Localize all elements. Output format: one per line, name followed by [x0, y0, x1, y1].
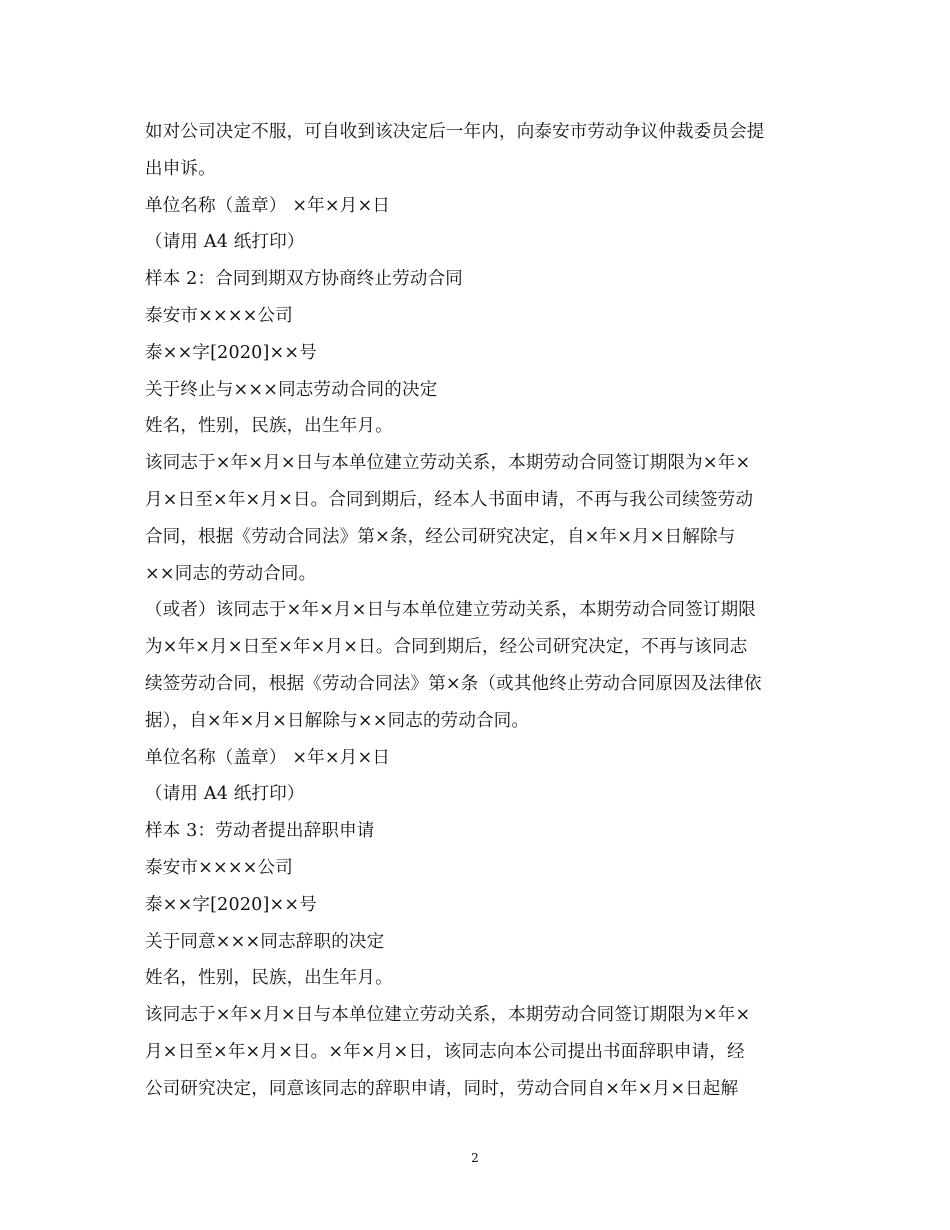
- personal-info-line: 姓名，性别，民族，出生年月。: [145, 968, 393, 989]
- text-line: 合同，根据《劳动合同法》第×条，经公司研究决定，自×年×月×日解除与: [145, 526, 736, 547]
- text-line: 出申诉。: [145, 158, 216, 179]
- print-note: （请用 A4 纸打印）: [145, 784, 305, 805]
- document-body: [145, 114, 805, 1108]
- decision-title: 关于终止与×××同志劳动合同的决定: [145, 379, 438, 400]
- personal-info-line: 姓名，性别，民族，出生年月。: [145, 416, 393, 437]
- text-line: 该同志于×年×月×日与本单位建立劳动关系，本期劳动合同签订期限为×年×: [145, 1005, 751, 1026]
- signature-date-line: 单位名称（盖章） ×年×月×日: [145, 195, 391, 216]
- document-number: 泰××字[2020]××号: [145, 342, 317, 363]
- text-line: ××同志的劳动合同。: [145, 563, 317, 584]
- text-line: 该同志于×年×月×日与本单位建立劳动关系，本期劳动合同签订期限为×年×: [145, 453, 751, 474]
- decision-title: 关于同意×××同志辞职的决定: [145, 931, 385, 952]
- company-name: 泰安市××××公司: [145, 305, 293, 326]
- signature-date-line: 单位名称（盖章） ×年×月×日: [145, 747, 391, 768]
- text-line: 为×年×月×日至×年×月×日。合同到期后，经公司研究决定，不再与该同志: [145, 637, 748, 658]
- print-note: （请用 A4 纸打印）: [145, 232, 305, 253]
- text-line: 公司研究决定，同意该同志的辞职申请，同时，劳动合同自×年×月×日起解: [145, 1078, 739, 1099]
- company-name: 泰安市××××公司: [145, 857, 293, 878]
- text-line: 如对公司决定不服，可自收到该决定后一年内，向泰安市劳动争议仲裁委员会提: [145, 122, 765, 142]
- sample-heading: 样本 3：劳动者提出辞职申请: [145, 821, 375, 842]
- text-line: 据），自×年×月×日解除与××同志的劳动合同。: [145, 710, 530, 731]
- page-number: 2: [471, 1151, 479, 1165]
- text-line: 续签劳动合同，根据《劳动合同法》第×条（或其他终止劳动合同原因及法律依: [145, 673, 762, 694]
- sample-heading: 样本 2：合同到期双方协商终止劳动合同: [145, 269, 463, 290]
- text-line: （或者）该同志于×年×月×日与本单位建立劳动关系，本期劳动合同签订期限: [145, 600, 756, 621]
- text-line: 月×日至×年×月×日。×年×月×日，该同志向本公司提出书面辞职申请，经: [145, 1041, 745, 1062]
- text-line: 月×日至×年×月×日。合同到期后，经本人书面申请，不再与我公司续签劳动: [145, 489, 754, 510]
- document-number: 泰××字[2020]××号: [145, 894, 317, 915]
